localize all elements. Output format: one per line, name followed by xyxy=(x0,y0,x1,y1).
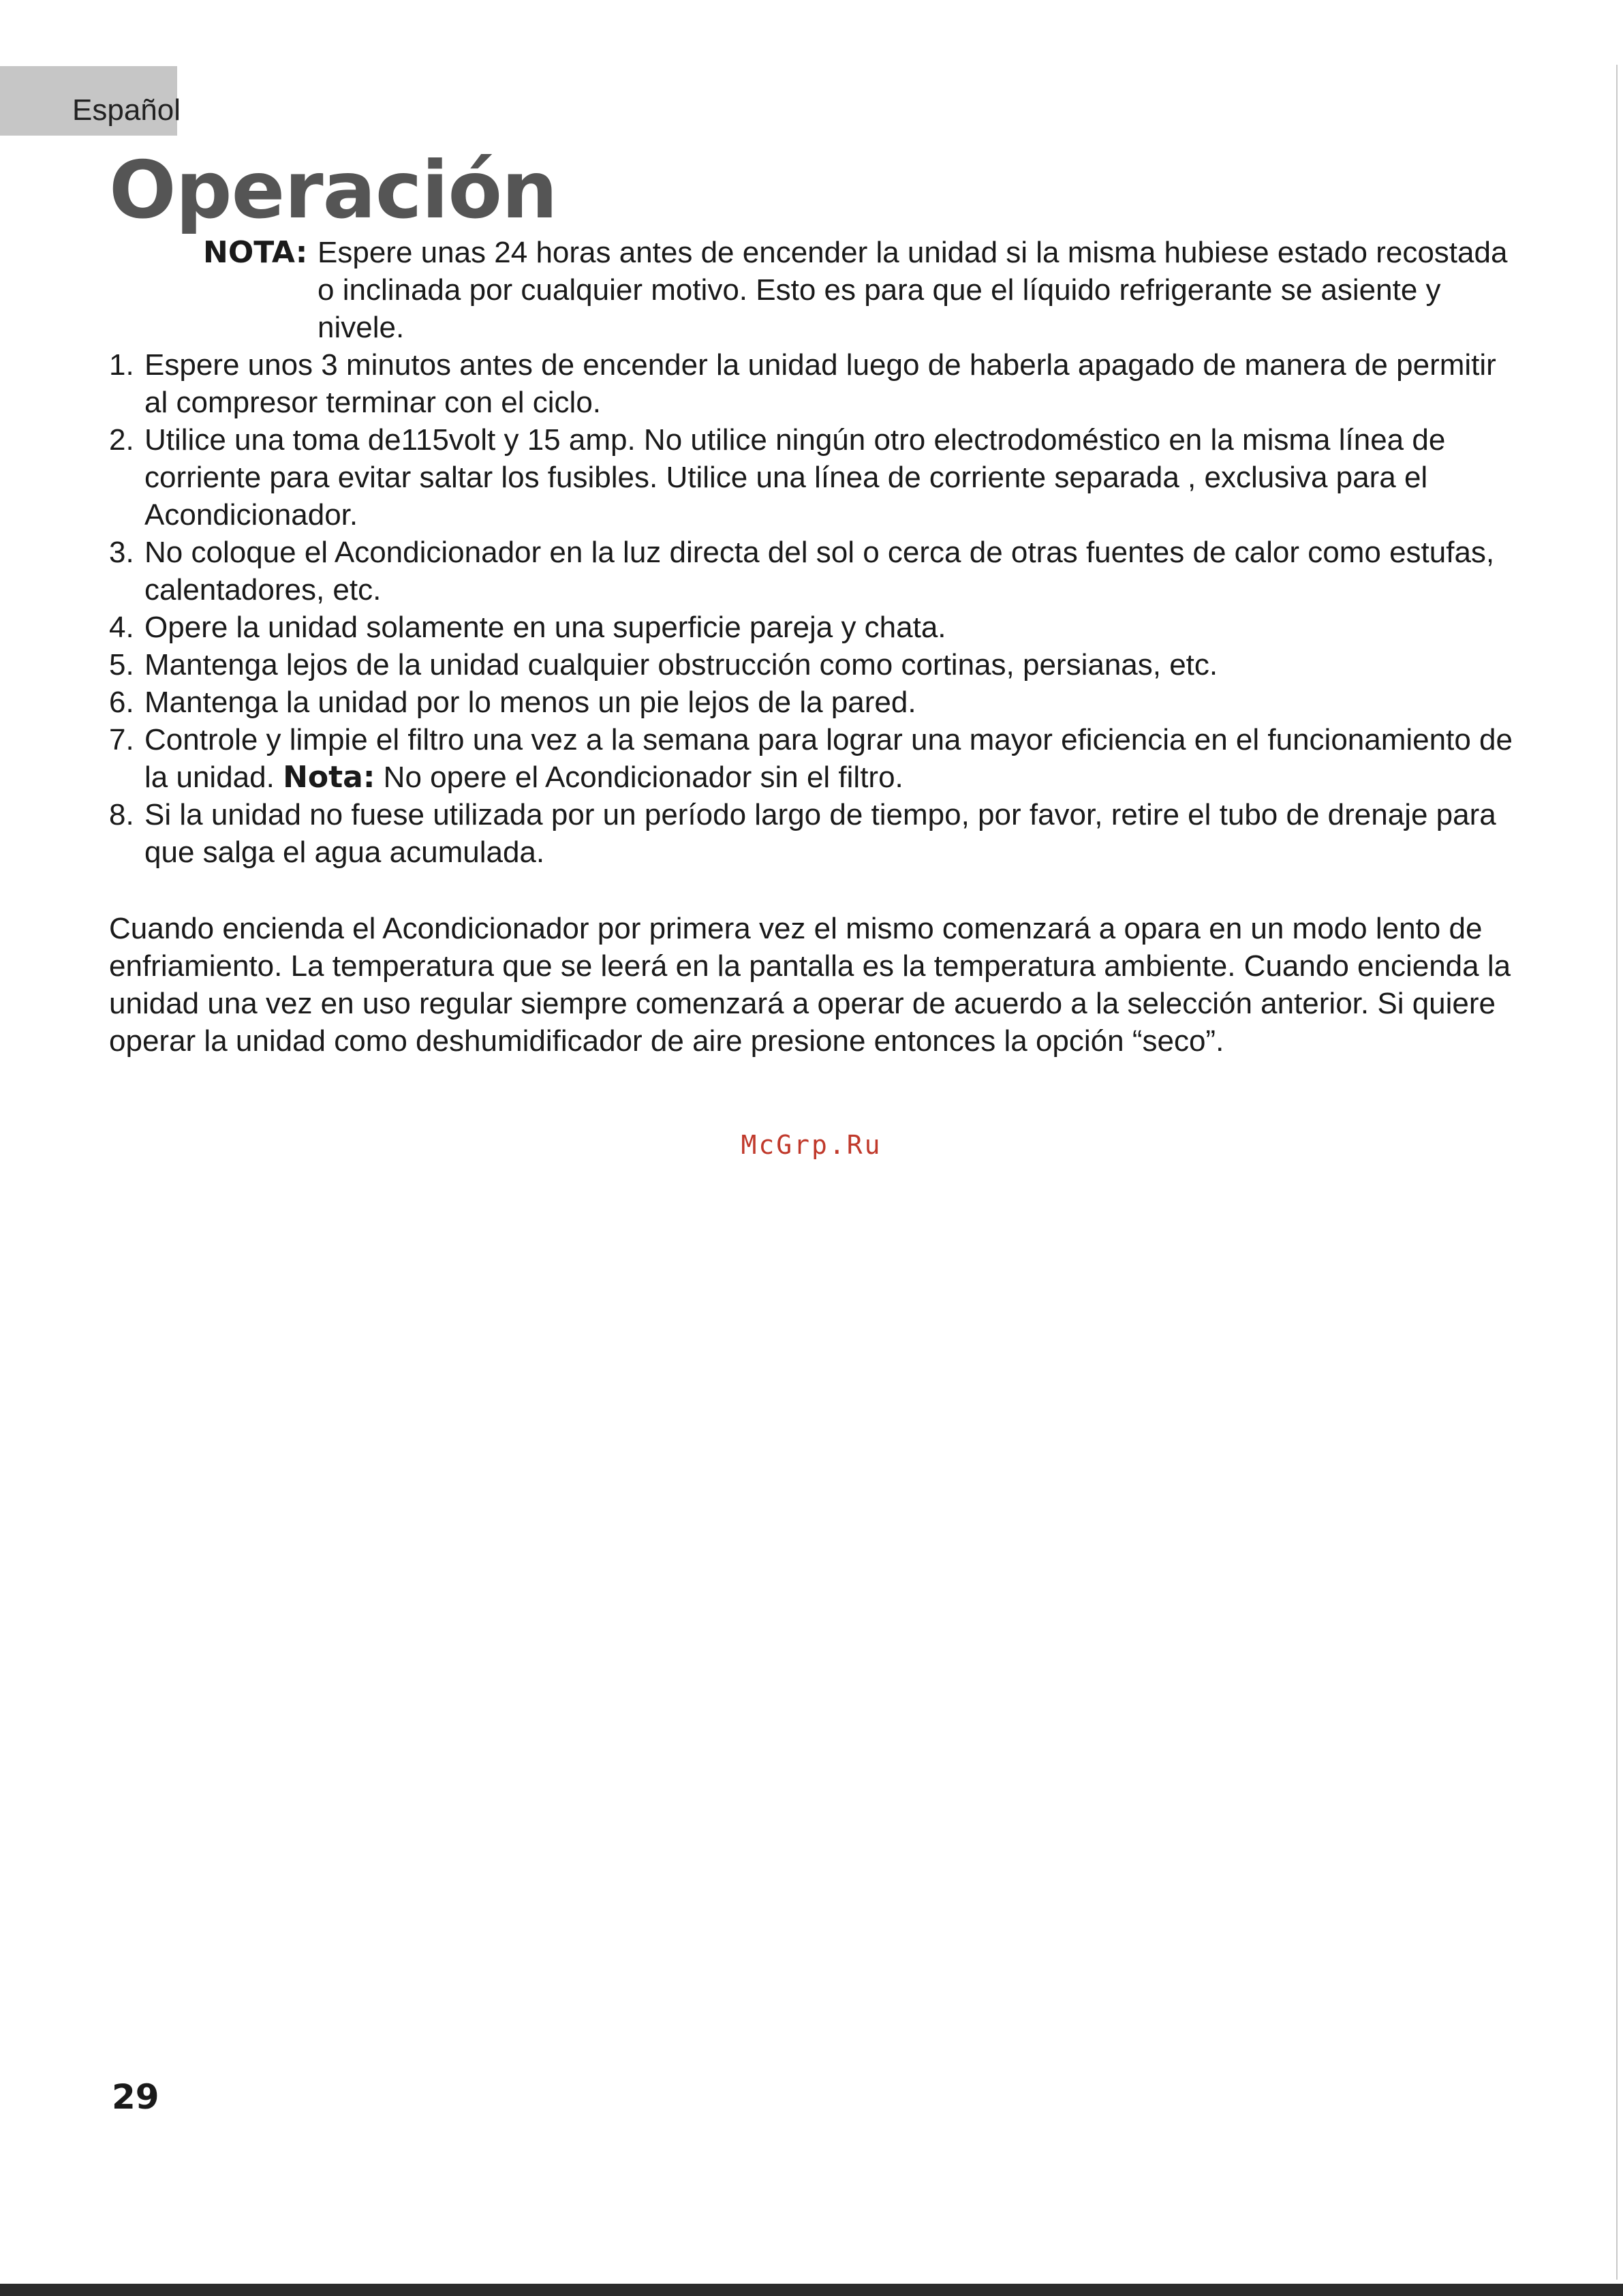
list-item-text: Mantenga lejos de la unidad cualquier obstrucción como cortinas, persianas, etc. xyxy=(144,648,1218,682)
inline-note-text: No opere el Acondicionador sin el filtro. xyxy=(383,761,903,794)
language-tab xyxy=(0,66,181,136)
list-item-text: Controle y limpie el filtro una vez a la semana para lograr una mayor eficiencia en el funcionamiento de la unidad. xyxy=(144,723,1513,794)
operation-paragraph: Cuando encienda el Acondicionador por primera vez el mismo comenzará a opara en un modo lento de enfriamiento. La temperatura que se leerá en la pantalla es la temperatura ambiente. Cuando encienda la unidad una vez en uso regular siempre comenzará a operar de acuerdo a la selección anterior. Si quiere operar la unidad como deshumidificador de aire presione entonces la opción “seco”. xyxy=(109,912,1511,1058)
note-label: NOTA: xyxy=(203,235,308,270)
list-item-number: 7. xyxy=(109,723,134,756)
list-item xyxy=(109,421,1519,534)
page-number: 29 xyxy=(112,2077,159,2117)
list-item-text: No coloque el Acondicionador en la luz directa del sol o cerca de otras fuentes de calor como estufas, calentadores, etc. xyxy=(144,536,1495,607)
list-item-number: 1. xyxy=(109,348,134,382)
list-item-number: 4. xyxy=(109,611,134,644)
list-item xyxy=(109,346,1519,421)
list-item xyxy=(109,534,1519,609)
list-item xyxy=(109,646,1519,684)
list-item-number: 8. xyxy=(109,798,134,831)
note-text: Espere unas 24 horas antes de encender la unidad si la misma hubiese estado recostada o inclinada por cualquier motivo. Esto es para que el líquido refrigerante se asiente y nivele. xyxy=(318,236,1508,344)
bottom-edge-band xyxy=(0,2284,1623,2296)
list-item-text: Mantenga la unidad por lo menos un pie lejos de la pared. xyxy=(144,686,916,719)
inline-note-label: Nota: xyxy=(283,760,375,795)
instructions-list xyxy=(109,346,1519,871)
watermark-text: McGrp.Ru xyxy=(741,1130,882,1160)
list-item-number: 5. xyxy=(109,648,134,682)
list-item-number: 2. xyxy=(109,423,134,457)
list-item-number: 3. xyxy=(109,536,134,569)
right-margin-rule xyxy=(1616,65,1618,2280)
page-title: Operación xyxy=(109,144,557,236)
list-item xyxy=(109,796,1519,871)
list-item-text: Espere unos 3 minutos antes de encender la unidad luego de haberla apagado de manera de permitir al compresor terminar con el ciclo. xyxy=(144,348,1496,419)
list-item-text: Opere la unidad solamente en una superficie pareja y chata. xyxy=(144,611,946,644)
list-item-number: 6. xyxy=(109,686,134,719)
note-block xyxy=(203,234,1518,346)
list-item-text: Utilice una toma de115volt y 15 amp. No utilice ningún otro electrodoméstico en la misma línea de corriente para evitar saltar los fusibles. Utilice una línea de corriente separada , exclusiva para el Acondicionador. xyxy=(144,423,1446,532)
language-tab-label: Español xyxy=(72,93,181,127)
list-item xyxy=(109,609,1519,646)
list-item xyxy=(109,684,1519,721)
list-item xyxy=(109,721,1519,796)
list-item-text: Si la unidad no fuese utilizada por un período largo de tiempo, por favor, retire el tubo de drenaje para que salga el agua acumulada. xyxy=(144,798,1496,869)
